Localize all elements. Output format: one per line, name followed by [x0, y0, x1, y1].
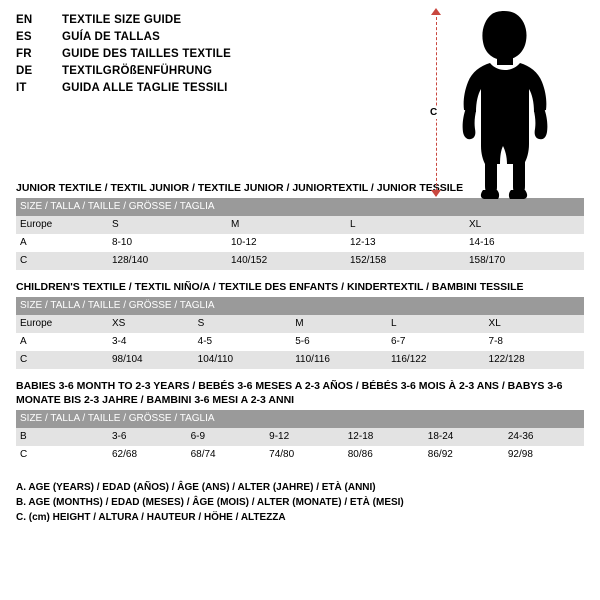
table-header-row	[16, 297, 584, 315]
title-text-en: TEXTILE SIZE GUIDE	[62, 14, 182, 26]
cell: M	[231, 219, 240, 230]
cell: 92/98	[507, 449, 533, 460]
cell: 3-4	[112, 336, 127, 347]
table-row	[16, 446, 584, 464]
cell: 9-12	[269, 431, 290, 442]
table-row	[16, 252, 584, 270]
cell: 110/116	[295, 354, 330, 365]
cell: 10-12	[231, 237, 257, 248]
cell: 122/128	[488, 354, 525, 365]
cell: 18-24	[427, 431, 454, 442]
section-children	[16, 280, 584, 369]
cell: 5-6	[295, 336, 310, 347]
size-table-babies	[16, 410, 584, 464]
row-label: C	[20, 255, 28, 266]
size-header-label: SIZE / TALLA / TAILLE / GRÖSSE / TAGLIA	[20, 300, 215, 311]
row-label: A	[20, 237, 27, 248]
cell: 62/68	[112, 449, 138, 460]
cell: 86/92	[427, 449, 453, 460]
table-row	[16, 428, 584, 446]
cell: 12-13	[350, 237, 376, 248]
row-label: Europe	[20, 219, 53, 230]
cell: XL	[469, 219, 482, 230]
section-heading-babies: BABIES 3-6 MONTH TO 2-3 YEARS / BEBÉS 3-6 MESES A 2-3 AÑOS / BÉBÉS 3-6 MOIS À 2-3 ANS / BABYS 3-6 MONATE BIS 2-3 JAHRE / BAMBINI 3-6 MESI A 2-3 ANNI	[16, 380, 563, 406]
title-block	[16, 12, 436, 97]
cell: S	[197, 318, 205, 329]
measurement-figure	[424, 8, 584, 200]
cell: 12-18	[347, 431, 374, 442]
section-heading-junior: JUNIOR TEXTILE / TEXTIL JUNIOR / TEXTILE JUNIOR / JUNIORTEXTIL / JUNIOR TESSILE	[16, 182, 464, 194]
cell: 24-36	[507, 431, 534, 442]
row-label: A	[20, 336, 27, 347]
arrow-down-icon	[431, 190, 441, 197]
cell: 104/110	[197, 354, 234, 365]
size-header-label: SIZE / TALLA / TAILLE / GRÖSSE / TAGLIA	[20, 413, 215, 424]
table-header-row	[16, 410, 584, 428]
section-babies	[16, 379, 584, 464]
cell: 152/158	[350, 255, 387, 266]
cell: XS	[112, 318, 126, 329]
title-row	[16, 63, 436, 80]
cell: 80/86	[347, 449, 373, 460]
toddler-silhouette-icon	[454, 10, 564, 200]
footnote-b: B. AGE (MONTHS) / EDAD (MESES) / ÂGE (MOIS) / ALTER (MONATE) / ETÀ (MESI)	[16, 497, 404, 508]
footnote-c: C. (cm) HEIGHT / ALTURA / HAUTEUR / HÖHE / ALTEZZA	[16, 512, 286, 523]
size-table-junior	[16, 198, 584, 270]
table-row	[16, 351, 584, 369]
cell: 74/80	[269, 449, 295, 460]
cell: 68/74	[190, 449, 216, 460]
row-label: C	[20, 449, 28, 460]
cell: 128/140	[112, 255, 149, 266]
cell: 98/104	[112, 354, 143, 365]
footnotes	[16, 480, 584, 525]
table-row	[16, 216, 584, 234]
cell: 7-8	[488, 336, 503, 347]
cell: L	[350, 219, 356, 230]
title-lang-it: IT	[16, 82, 27, 94]
size-header-label: SIZE / TALLA / TAILLE / GRÖSSE / TAGLIA	[20, 201, 215, 212]
cell: S	[112, 219, 119, 230]
row-label: C	[20, 354, 28, 365]
size-table-children	[16, 297, 584, 369]
cell: M	[295, 318, 304, 329]
cell: 8-10	[112, 237, 133, 248]
cell: 4-5	[197, 336, 213, 347]
table-row	[16, 234, 584, 252]
title-row	[16, 29, 436, 46]
title-row	[16, 12, 436, 29]
title-text-es: GUÍA DE TALLAS	[62, 31, 160, 43]
arrow-up-icon	[431, 8, 441, 15]
section-heading-children: CHILDREN'S TEXTILE / TEXTIL NIÑO/A / TEXTILE DES ENFANTS / KINDERTEXTIL / BAMBINI TESSILE	[16, 281, 524, 293]
table-row	[16, 315, 584, 333]
cell: 140/152	[231, 255, 268, 266]
title-row	[16, 80, 436, 97]
title-lang-es: ES	[16, 31, 32, 43]
cell: L	[390, 318, 397, 329]
measure-label-c: C	[430, 107, 438, 118]
title-text-fr: GUIDE DES TAILLES TEXTILE	[62, 48, 231, 60]
cell: 116/122	[390, 354, 427, 365]
cell: 3-6	[112, 431, 127, 442]
cell: 14-16	[469, 237, 495, 248]
cell: 6-9	[190, 431, 206, 442]
title-row	[16, 46, 436, 63]
row-label: B	[20, 431, 27, 442]
table-header-row	[16, 198, 584, 216]
height-dashed-line	[436, 12, 437, 196]
footnote-a: A. AGE (YEARS) / EDAD (AÑOS) / ÂGE (ANS) / ALTER (JAHRE) / ETÀ (ANNI)	[16, 482, 376, 493]
title-lang-de: DE	[16, 65, 33, 77]
table-row	[16, 333, 584, 351]
row-label: Europe	[20, 318, 53, 329]
cell: XL	[488, 318, 501, 329]
title-lang-en: EN	[16, 14, 33, 26]
title-text-de: TEXTILGRÖßENFÜHRUNG	[62, 65, 213, 77]
title-text-it: GUIDA ALLE TAGLIE TESSILI	[62, 82, 228, 94]
cell: 6-7	[390, 336, 406, 347]
title-lang-fr: FR	[16, 48, 32, 60]
cell: 158/170	[469, 255, 506, 266]
